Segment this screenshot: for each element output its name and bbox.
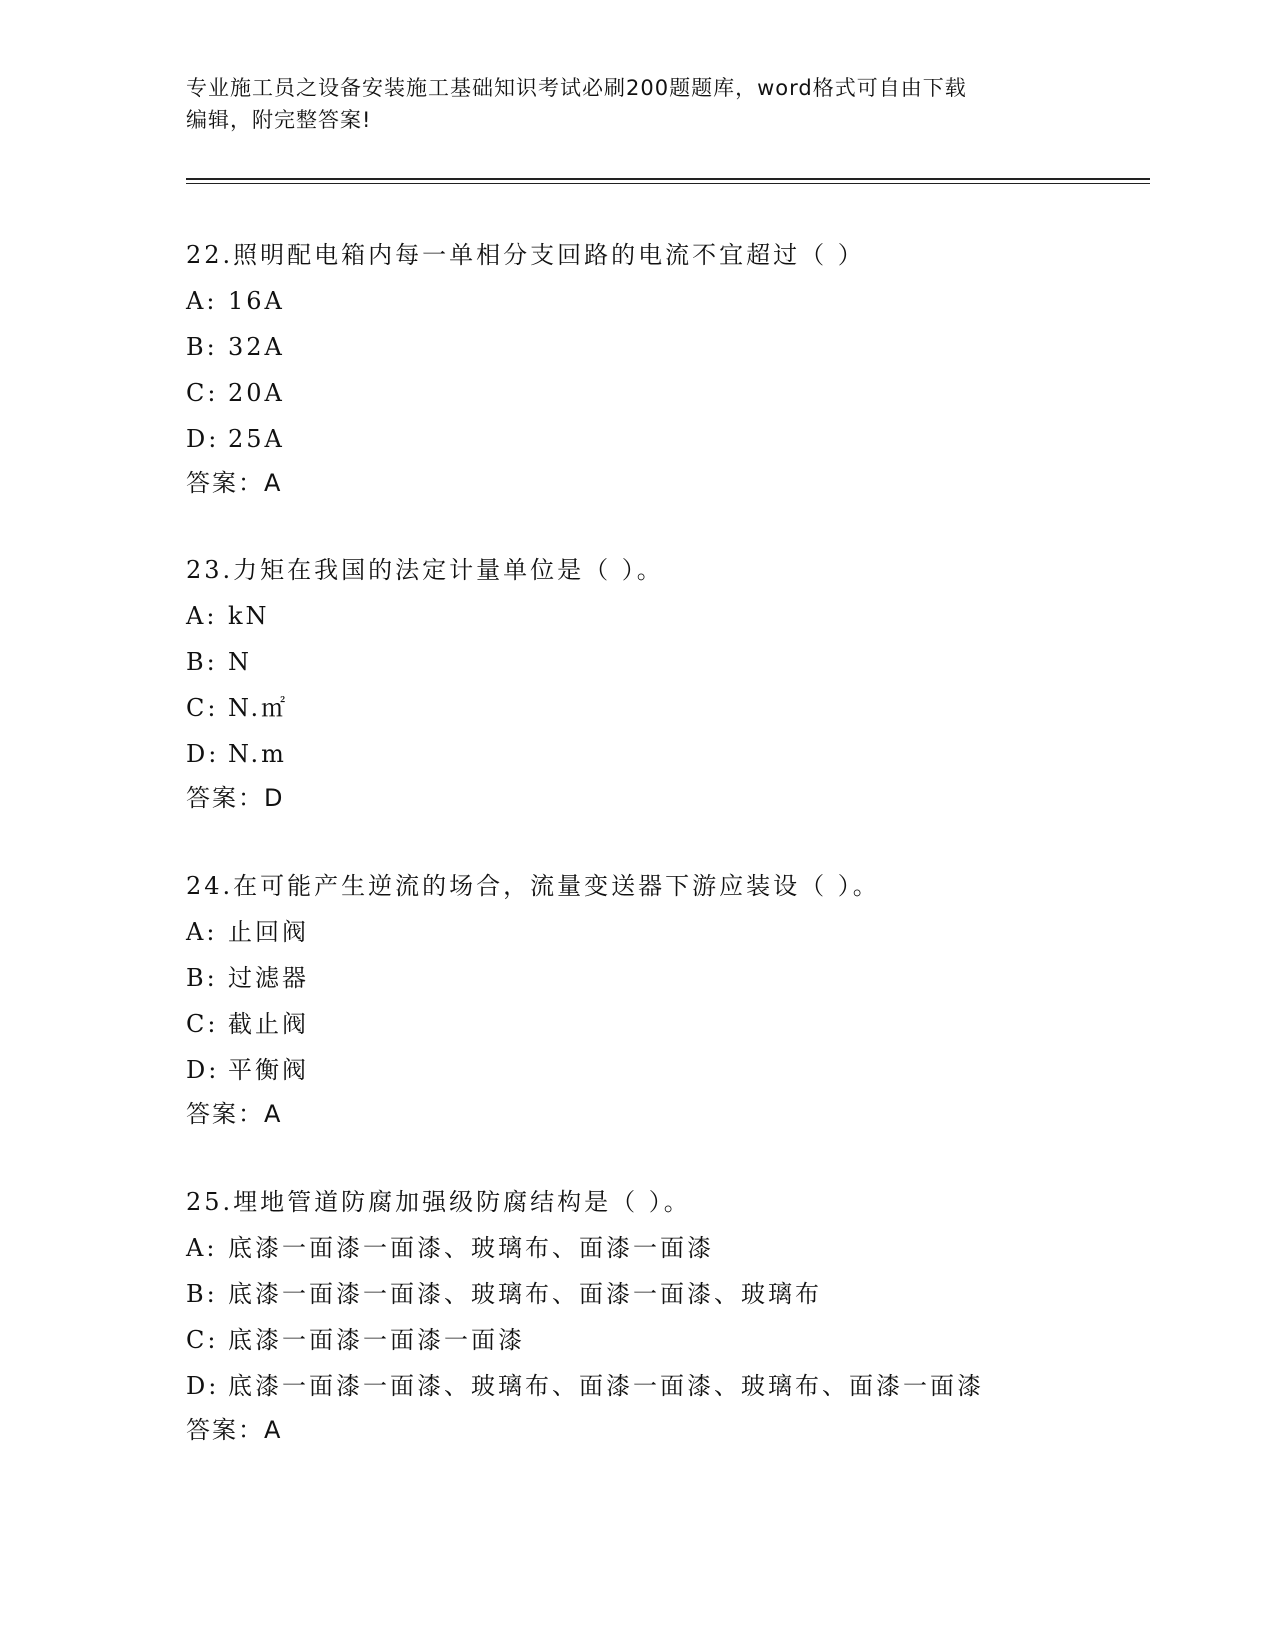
option-b bbox=[186, 1279, 1186, 1309]
option-key: D: bbox=[186, 740, 220, 768]
option-key: D: bbox=[186, 1372, 220, 1400]
answer-line: 答案：A bbox=[186, 1416, 283, 1444]
option-a bbox=[186, 1233, 1186, 1263]
option-text: 底漆一面漆一面漆、玻璃布、面漆一面漆、玻璃布 bbox=[228, 1280, 822, 1308]
option-c bbox=[186, 693, 1186, 723]
option-key: B: bbox=[186, 1280, 218, 1308]
answer-line: 答案：D bbox=[186, 784, 285, 812]
option-key: C: bbox=[186, 1010, 219, 1038]
header-line-2: 编辑，附完整答案! bbox=[186, 108, 372, 132]
option-text: kN bbox=[228, 602, 270, 630]
option-key: B: bbox=[186, 964, 218, 992]
option-text: 平衡阀 bbox=[228, 1056, 309, 1084]
option-text: 底漆一面漆一面漆、玻璃布、面漆一面漆、玻璃布、面漆一面漆 bbox=[228, 1372, 984, 1400]
option-a bbox=[186, 917, 1186, 947]
option-key: A: bbox=[186, 287, 218, 315]
option-text: 25A bbox=[228, 425, 285, 453]
option-key: A: bbox=[186, 602, 218, 630]
option-a bbox=[186, 601, 1186, 631]
option-a bbox=[186, 286, 1186, 316]
question-stem: 22.照明配电箱内每一单相分支回路的电流不宜超过（ ） bbox=[186, 241, 865, 269]
option-key: A: bbox=[186, 918, 218, 946]
option-d bbox=[186, 1371, 1186, 1401]
question-25 bbox=[186, 1187, 1186, 1445]
answer-line: 答案：A bbox=[186, 1100, 283, 1128]
option-text: 止回阀 bbox=[228, 918, 309, 946]
answer-line: 答案：A bbox=[186, 469, 283, 497]
question-24 bbox=[186, 871, 1186, 1129]
option-key: D: bbox=[186, 425, 220, 453]
question-stem: 23.力矩在我国的法定计量单位是（ ）。 bbox=[186, 556, 664, 584]
option-b bbox=[186, 332, 1186, 362]
question-22 bbox=[186, 240, 1186, 498]
option-key: D: bbox=[186, 1056, 220, 1084]
option-d bbox=[186, 1055, 1186, 1085]
option-b bbox=[186, 647, 1186, 677]
header-divider-thin bbox=[186, 183, 1150, 184]
option-key: A: bbox=[186, 1234, 218, 1262]
option-text: 20A bbox=[228, 379, 285, 407]
option-key: B: bbox=[186, 333, 218, 361]
option-text: 截止阀 bbox=[228, 1010, 309, 1038]
option-d bbox=[186, 739, 1186, 769]
option-c bbox=[186, 1325, 1186, 1355]
question-stem: 24.在可能产生逆流的场合，流量变送器下游应装设（ ）。 bbox=[186, 872, 880, 900]
option-text: N.m bbox=[228, 740, 287, 768]
option-text: N bbox=[228, 648, 252, 676]
option-d bbox=[186, 424, 1186, 454]
option-key: C: bbox=[186, 694, 219, 722]
option-b bbox=[186, 963, 1186, 993]
option-key: C: bbox=[186, 379, 219, 407]
option-c bbox=[186, 1009, 1186, 1039]
option-text: 16A bbox=[228, 287, 285, 315]
option-text: 过滤器 bbox=[228, 964, 309, 992]
option-text: 32A bbox=[228, 333, 285, 361]
option-text: 底漆一面漆一面漆、玻璃布、面漆一面漆 bbox=[228, 1234, 714, 1262]
option-text: N.㎡ bbox=[228, 694, 289, 722]
question-23 bbox=[186, 555, 1186, 813]
header-line-1: 专业施工员之设备安装施工基础知识考试必刷200题题库，word格式可自由下载 bbox=[186, 76, 967, 100]
document-header bbox=[186, 72, 1086, 136]
option-text: 底漆一面漆一面漆一面漆 bbox=[228, 1326, 525, 1354]
option-key: C: bbox=[186, 1326, 219, 1354]
header-divider-thick bbox=[186, 178, 1150, 180]
option-key: B: bbox=[186, 648, 218, 676]
question-stem: 25.埋地管道防腐加强级防腐结构是（ ）。 bbox=[186, 1188, 691, 1216]
option-c bbox=[186, 378, 1186, 408]
